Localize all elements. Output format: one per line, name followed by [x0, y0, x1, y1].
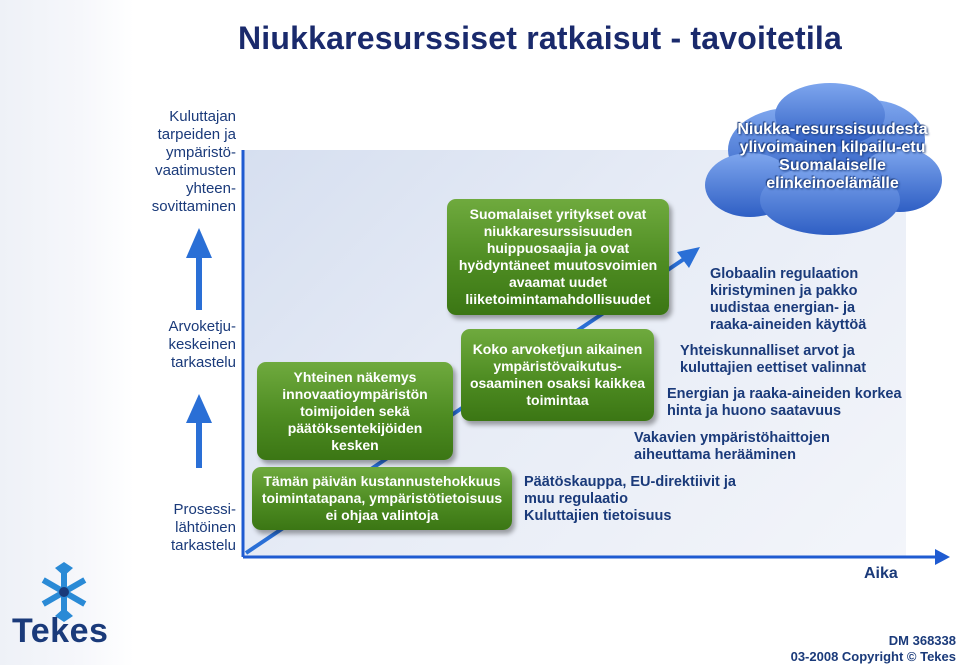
level-label-low: Prosessi-lähtöinen tarkastelu: [170, 501, 236, 554]
driver-consumers: Kuluttajien tietoisuus: [524, 508, 672, 524]
box-shared-vision: Yhteinen näkemys innovaatioympäristön toimijoiden sekä päätöksentekijöiden kesken: [257, 362, 453, 460]
time-axis-label: Aika: [864, 565, 898, 582]
copyright: 03-2008 Copyright © Tekes: [790, 649, 956, 664]
tekes-logo-text: Tekes: [12, 612, 109, 650]
time-axis: [243, 549, 950, 565]
driver-values: Yhteiskunnalliset arvot ja kuluttajien eettiset valinnat: [680, 343, 867, 376]
cloud-goal-text: Niukka-resurssisuudesta ylivoimainen kilpailu-etu Suomalaiselle elinkeinoelämälle: [737, 121, 928, 192]
box-finnish-companies: Suomalaiset yritykset ovat niukkaresurssisuuden huippuosaajia ja ovat hyödyntäneet muutosvoimien avaamat uudet liiketoimintamahdollisuudet: [447, 199, 669, 315]
box-value-chain: Koko arvoketjun aikainen ympäristövaikutus-osaaminen osaksi kaikkea toimintaa: [461, 329, 654, 421]
page-title: Niukkaresurssiset ratkaisut - tavoitetila: [237, 20, 842, 56]
up-arrow-icon: [186, 394, 212, 468]
level-label-top: Kuluttajan tarpeiden ja ympäristö-vaatimusten yhteen-sovittaminen: [151, 108, 236, 215]
doc-id: DM 368338: [888, 633, 956, 648]
box-today: Tämän päivän kustannustehokkuus toimintatapana, ympäristötietoisuus ei ohjaa valintoja: [252, 467, 512, 530]
driver-global-regulation: Globaalin regulaation kiristyminen ja pakko uudistaa energian- ja raaka-aineiden käyttöä: [710, 266, 867, 333]
up-arrow-icon: [186, 228, 212, 310]
driver-awakening: Vakavien ympäristöhaittojen aiheuttama herääminen: [634, 430, 830, 463]
driver-regulation: Päätöskauppa, EU-direktiivit ja muu regulaatio: [524, 474, 736, 507]
driver-energy-price: Energian ja raaka-aineiden korkea hinta ja huono saatavuus: [667, 386, 902, 419]
level-label-mid: Arvoketju-keskeinen tarkastelu: [168, 318, 236, 371]
